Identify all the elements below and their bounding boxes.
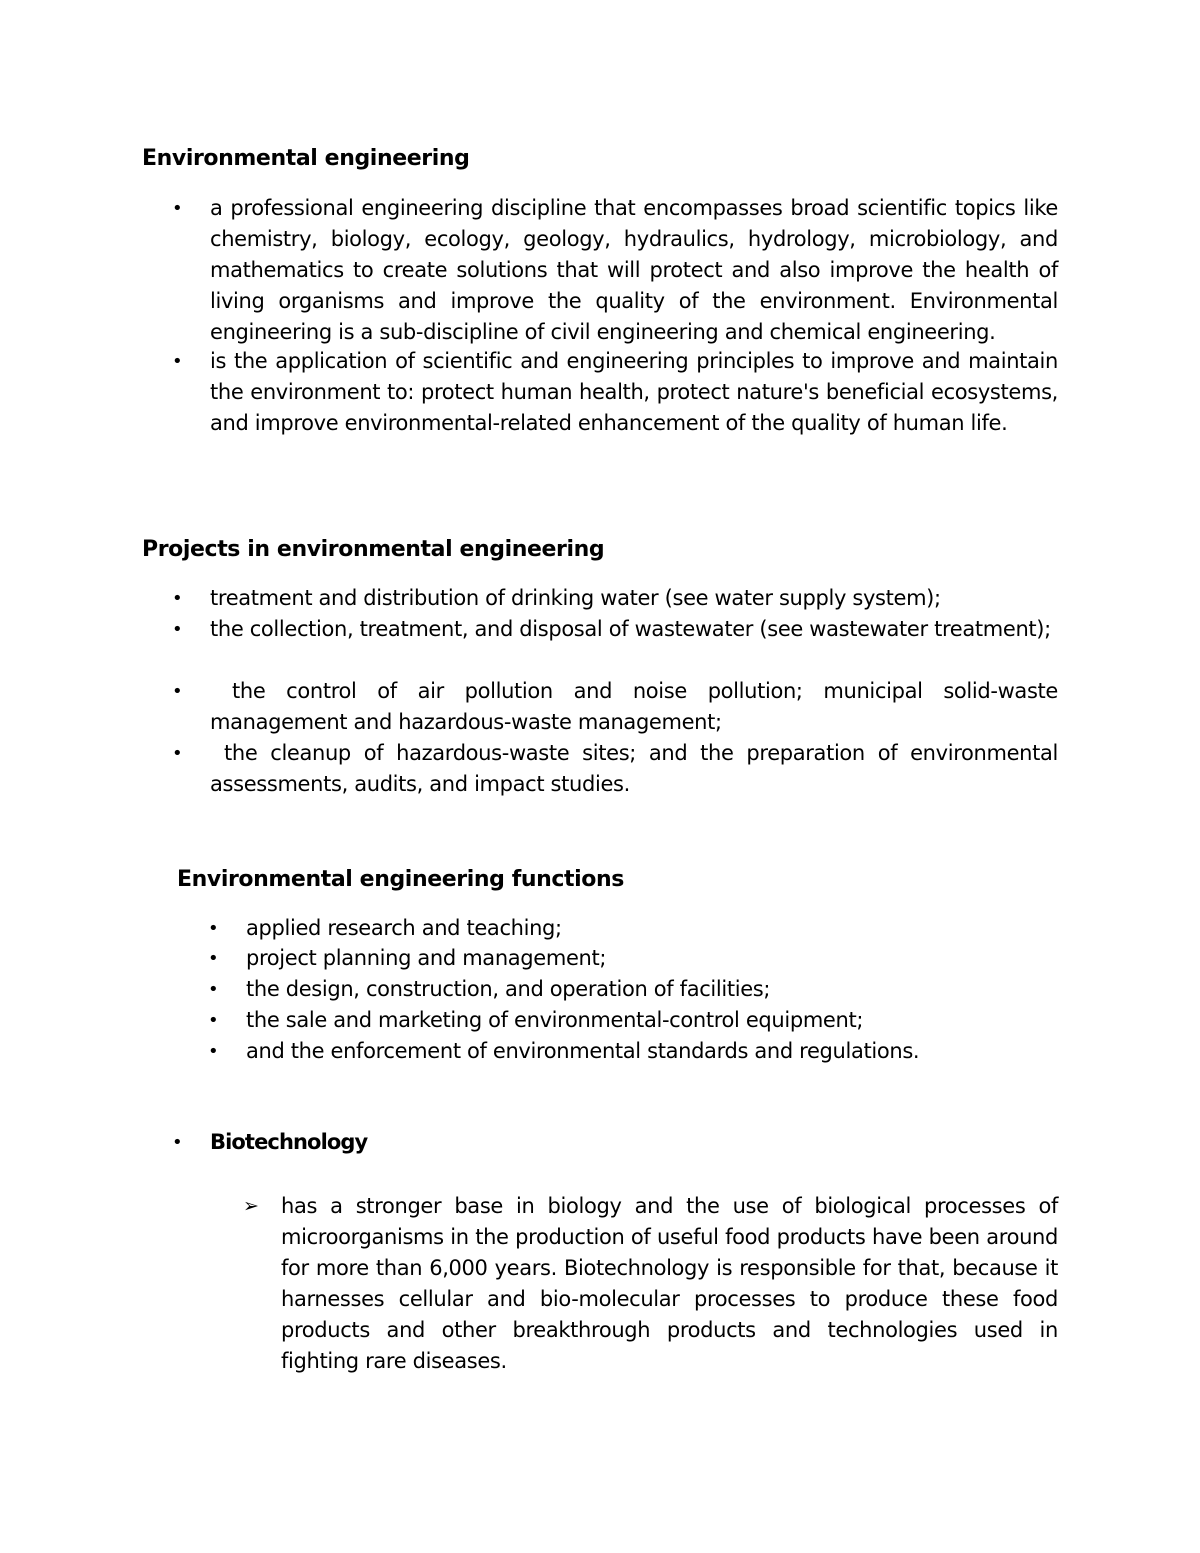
list-item-text: a professional engineering discipline that encompasses broad scientific topics like chemistry, biology, ecology, geology, hydraulics, hydrology, microbiology, and mathematics to create solutions that will protect and also improve the health of living organisms and improve the quality of the environment. Environmental engineering is a sub-discipline of civil engineering and chemical engineering.	[210, 196, 1058, 344]
bullet-icon: •	[208, 979, 219, 1000]
list-item-text: the collection, treatment, and disposal of wastewater (see wastewater treatment);	[210, 617, 1051, 641]
bullet-icon: •	[172, 588, 183, 609]
list-item-text: and the enforcement of environmental standards and regulations.	[246, 1039, 920, 1063]
list-item	[208, 1005, 1058, 1036]
bullet-icon: •	[172, 351, 183, 372]
list-item	[172, 346, 1058, 439]
biotechnology-description-text: has a stronger base in biology and the use of biological processes of microorganisms in the production of useful food products have been around for more than 6,000 years. Biotechnology is responsible for that, because it harnesses cellular and bio-molecular processes to produce these food products and other breakthrough products and technologies used in fighting rare diseases.	[281, 1194, 1058, 1373]
list-item-text: the design, construction, and operation of facilities;	[246, 977, 771, 1001]
heading-projects: Projects in environmental engineering	[142, 537, 605, 562]
list-item	[208, 913, 1058, 944]
list-item-text: is the application of scientific and engineering principles to improve and maintain the environment to: protect human health, protect nature's beneficial ecosystems, and improve environmental-related enhancement of the quality of human life.	[210, 349, 1058, 435]
bullet-icon: •	[208, 1041, 219, 1062]
list-item-text: the control of air pollution and noise pollution; municipal solid-waste management and hazardous-waste management;	[210, 679, 1058, 734]
arrow-bullet-icon: ➢	[243, 1195, 259, 1217]
list-item	[208, 943, 1058, 974]
list-item	[208, 1036, 1058, 1067]
heading-functions: Environmental engineering functions	[177, 867, 624, 892]
list-item-text: treatment and distribution of drinking water (see water supply system);	[210, 586, 941, 610]
list-item-text: the cleanup of hazardous-waste sites; and the preparation of environmental assessments, audits, and impact studies.	[210, 741, 1058, 796]
list-item	[172, 738, 1058, 800]
list-item	[172, 583, 1058, 614]
bullet-icon: •	[208, 948, 219, 969]
bullet-icon: •	[208, 1010, 219, 1031]
heading-environmental-engineering: Environmental engineering	[142, 146, 470, 171]
bullet-icon: •	[172, 619, 183, 640]
biotechnology-item	[172, 1127, 1058, 1158]
list-item	[172, 614, 1058, 645]
bullet-icon: •	[172, 1132, 182, 1153]
biotechnology-title: Biotechnology	[210, 1130, 368, 1154]
list-item-text: the sale and marketing of environmental-control equipment;	[246, 1008, 864, 1032]
list-item	[172, 193, 1058, 348]
biotechnology-description	[243, 1191, 1058, 1377]
bullet-icon: •	[208, 918, 219, 939]
list-item-text: applied research and teaching;	[246, 916, 562, 940]
bullet-icon: •	[172, 681, 183, 702]
list-item-text: project planning and management;	[246, 946, 607, 970]
list-item	[208, 974, 1058, 1005]
bullet-icon: •	[172, 743, 183, 764]
bullet-icon: •	[172, 198, 183, 219]
list-item	[172, 676, 1058, 738]
